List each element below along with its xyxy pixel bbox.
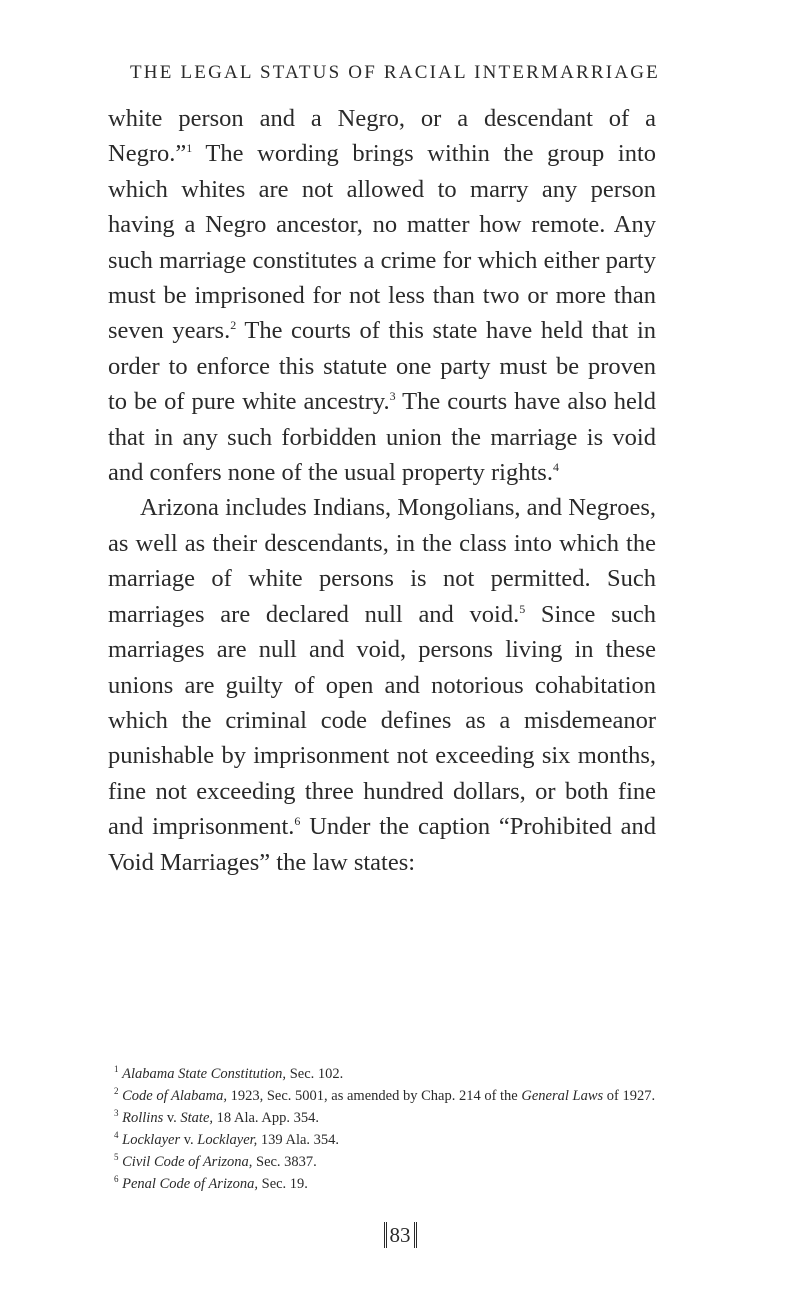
footnote-reference: 5	[519, 601, 526, 616]
text-run: Sec. 3837.	[252, 1154, 317, 1170]
footnote-reference: 3	[389, 389, 396, 404]
italic-citation: Locklayer	[122, 1132, 181, 1148]
footnote-reference: 6	[294, 813, 301, 828]
paragraph	[108, 101, 656, 490]
footnote	[108, 1085, 668, 1107]
text-run: Sec. 102.	[286, 1066, 344, 1082]
footnote	[108, 1173, 668, 1195]
italic-citation: Alabama State Constitution,	[122, 1066, 287, 1082]
footnote-reference: 4	[552, 459, 559, 474]
text-run: The courts of this state have held that in order to enforce this statute one party must be proven to be of pure white ancestry.	[108, 317, 656, 416]
text-run: Arizona includes Indians, Mongolians, and Negroes, as well as their descendants, in the class into which the marriage of white persons is not permitted. Such marriages are declared null and void.	[108, 494, 656, 628]
footnotes	[108, 1063, 668, 1195]
text-run: 18 Ala. App. 354.	[213, 1110, 319, 1126]
footnote	[108, 1063, 668, 1085]
footnote-reference: 1	[186, 141, 193, 156]
page-number-container	[0, 1222, 800, 1248]
footnote-number: 2	[114, 1086, 119, 1097]
italic-citation: Rollins	[122, 1110, 164, 1126]
italic-citation: Civil Code of Arizona,	[122, 1154, 253, 1170]
running-head: THE LEGAL STATUS OF RACIAL INTERMARRIAGE	[130, 62, 660, 83]
text-run: The courts have also held that in any such forbidden union the marriage is void and confers none of the usual property rights.	[108, 388, 656, 487]
footnote-number: 5	[114, 1152, 119, 1163]
text-run: 139 Ala. 354.	[257, 1132, 340, 1148]
text-run: The wording brings within the group into which whites are not allowed to marry any person having a Negro ancestor, no matter how remote. Any such marriage constitutes a crime for which either party must be imprisoned for not less than two or more than seven years.	[108, 140, 656, 345]
text-run: v.	[180, 1132, 198, 1148]
footnote-number: 4	[114, 1130, 119, 1141]
footnote	[108, 1151, 668, 1173]
footnote-reference: 2	[230, 318, 237, 333]
text-run: Sec. 19.	[258, 1176, 308, 1192]
paragraph	[108, 490, 656, 879]
italic-citation: Code of Alabama,	[122, 1088, 227, 1104]
body-text	[108, 101, 656, 880]
page-number: 83	[384, 1222, 417, 1248]
text-run: Since such marriages are null and void, persons living in these unions are guilty of open and notorious cohabitation which the criminal code defines as a misdemeanor punishable by imprisonment not exceeding six months, fine not exceeding three hundred dollars, or both fine and imprisonment.	[108, 600, 656, 841]
italic-citation: Penal Code of Arizona,	[122, 1176, 258, 1192]
italic-citation: General Laws	[521, 1088, 604, 1104]
footnote-number: 1	[114, 1064, 119, 1075]
text-run: Under the caption “Prohibited and Void Marriages” the law states:	[108, 813, 656, 876]
footnote-number: 6	[114, 1174, 119, 1185]
footnote-number: 3	[114, 1108, 119, 1119]
text-run: v.	[163, 1110, 181, 1126]
italic-citation: State,	[180, 1110, 214, 1126]
text-run: white person and a Negro, or a descendant of a Negro.”	[108, 105, 656, 168]
italic-citation: Locklayer,	[197, 1132, 258, 1148]
text-run: of 1927.	[603, 1088, 656, 1104]
footnote	[108, 1129, 668, 1151]
footnote	[108, 1107, 668, 1129]
text-run: 1923, Sec. 5001, as amended by Chap. 214 of the	[226, 1088, 522, 1104]
